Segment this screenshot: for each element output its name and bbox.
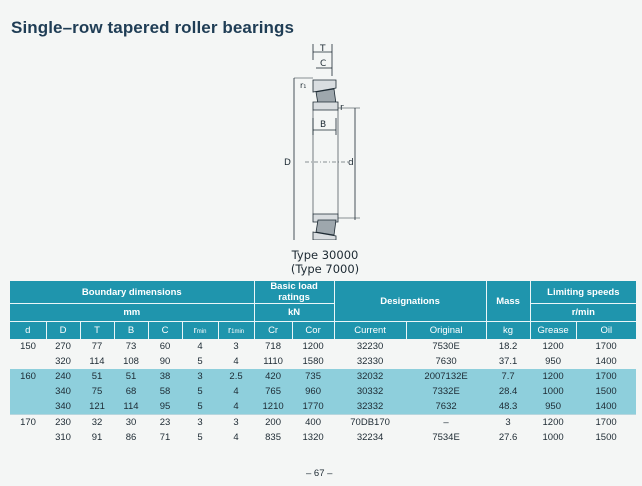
cell-b: 51 (114, 369, 148, 384)
cell-oil: 1400 (576, 399, 636, 415)
cell-oil: 1500 (576, 384, 636, 399)
cell-mass: 37.1 (486, 354, 530, 369)
cell-cr: 765 (254, 384, 292, 399)
cell-mass: 7.7 (486, 369, 530, 384)
cell-rmin: 5 (182, 399, 218, 415)
cell-current: 70DB170 (334, 415, 406, 431)
cell-d: 170 (10, 415, 46, 431)
cell-grease: 1000 (530, 384, 576, 399)
table-row (10, 399, 636, 415)
cell-original: 7630 (406, 354, 486, 369)
col-rmin (182, 322, 218, 340)
col-original: Original (406, 322, 486, 340)
cell-oil: 1400 (576, 354, 636, 369)
diagram-caption (285, 248, 365, 276)
cell-cor: 400 (292, 415, 334, 431)
cell-d: 340 (46, 399, 80, 415)
cell-current: 32230 (334, 339, 406, 354)
cell-r1min: 4 (218, 354, 254, 369)
cell-mass: 48.3 (486, 399, 530, 415)
table-body (10, 339, 636, 445)
table-row (10, 430, 636, 445)
cell-t: 32 (80, 415, 114, 431)
cell-current: 32032 (334, 369, 406, 384)
cell-c: 23 (148, 415, 182, 431)
col-r1min (218, 322, 254, 340)
cell-d: 270 (46, 339, 80, 354)
header-boundary: Boundary dimensions (10, 281, 254, 304)
cell-cor: 1200 (292, 339, 334, 354)
col-current: Current (334, 322, 406, 340)
cell-oil: 1500 (576, 430, 636, 445)
col-rmin-r: r (193, 325, 197, 336)
header-row-columns (10, 322, 636, 340)
cell-rmin: 3 (182, 369, 218, 384)
table-row (10, 354, 636, 369)
cell-d: 320 (46, 354, 80, 369)
cell-original: 7632 (406, 399, 486, 415)
cell-d (10, 430, 46, 445)
cell-rmin: 4 (182, 339, 218, 354)
cell-cor: 960 (292, 384, 334, 399)
bearing-cross-section-diagram (280, 40, 380, 240)
cell-d: 240 (46, 369, 80, 384)
cell-b: 86 (114, 430, 148, 445)
cell-original: 2007132E (406, 369, 486, 384)
cell-d: 310 (46, 430, 80, 445)
cell-grease: 950 (530, 354, 576, 369)
cell-b: 108 (114, 354, 148, 369)
header-mass: Mass (486, 281, 530, 322)
cell-c: 90 (148, 354, 182, 369)
col-rmin-sub: min (196, 329, 207, 335)
cell-rmin: 5 (182, 384, 218, 399)
label-r1: r₁ (300, 81, 307, 90)
cell-c: 60 (148, 339, 182, 354)
cell-mass: 28.4 (486, 384, 530, 399)
label-B: B (320, 120, 327, 130)
label-T: T (320, 44, 326, 54)
cell-cr: 200 (254, 415, 292, 431)
cell-current: 32330 (334, 354, 406, 369)
table-row (10, 339, 636, 354)
cell-r1min: 4 (218, 430, 254, 445)
cell-b: 68 (114, 384, 148, 399)
col-kg: kg (486, 322, 530, 340)
cell-b: 114 (114, 399, 148, 415)
cell-mass: 3 (486, 415, 530, 431)
label-D: D (284, 158, 291, 168)
cell-cr: 835 (254, 430, 292, 445)
table-row (10, 415, 636, 431)
cell-t: 75 (80, 384, 114, 399)
cell-r1min: 3 (218, 415, 254, 431)
cell-mass: 27.6 (486, 430, 530, 445)
label-d: d (348, 158, 354, 168)
cell-c: 95 (148, 399, 182, 415)
cell-original: 7534E (406, 430, 486, 445)
cell-current: 30332 (334, 384, 406, 399)
cell-d (10, 354, 46, 369)
cell-current: 32332 (334, 399, 406, 415)
header-row-unit (10, 304, 636, 322)
cell-cr: 1110 (254, 354, 292, 369)
col-T: T (80, 322, 114, 340)
cell-d: 340 (46, 384, 80, 399)
header-designations: Designations (334, 281, 486, 322)
col-grease: Grease (530, 322, 576, 340)
cell-d: 160 (10, 369, 46, 384)
page-title: Single–row tapered roller bearings (11, 18, 295, 37)
col-oil: Oil (576, 322, 636, 340)
cell-c: 38 (148, 369, 182, 384)
bearing-table (10, 281, 636, 445)
label-r: r (340, 103, 344, 113)
col-r1min-r: r (227, 325, 232, 336)
cell-r1min: 3 (218, 339, 254, 354)
cell-c: 58 (148, 384, 182, 399)
cell-d (10, 384, 46, 399)
table-row (10, 369, 636, 384)
cell-grease: 1200 (530, 415, 576, 431)
cell-d (10, 399, 46, 415)
cell-cor: 735 (292, 369, 334, 384)
cell-t: 114 (80, 354, 114, 369)
cell-oil: 1700 (576, 369, 636, 384)
cell-c: 71 (148, 430, 182, 445)
col-D: D (46, 322, 80, 340)
header-limiting-unit: r/min (530, 304, 636, 322)
label-C: C (320, 59, 327, 69)
cell-cr: 718 (254, 339, 292, 354)
cell-cor: 1320 (292, 430, 334, 445)
header-boundary-unit: mm (10, 304, 254, 322)
cell-cr: 1210 (254, 399, 292, 415)
cell-oil: 1700 (576, 415, 636, 431)
cell-d: 150 (10, 339, 46, 354)
cell-cor: 1770 (292, 399, 334, 415)
cell-b: 73 (114, 339, 148, 354)
header-row-group (10, 281, 636, 304)
cell-t: 121 (80, 399, 114, 415)
cell-t: 51 (80, 369, 114, 384)
cell-grease: 1200 (530, 369, 576, 384)
cell-r1min: 4 (218, 384, 254, 399)
col-Cor: Cor (292, 322, 334, 340)
cell-oil: 1700 (576, 339, 636, 354)
col-Cr: Cr (254, 322, 292, 340)
cell-rmin: 3 (182, 415, 218, 431)
cell-current: 32234 (334, 430, 406, 445)
col-d: d (10, 322, 46, 340)
cell-rmin: 5 (182, 354, 218, 369)
cell-original: 7332E (406, 384, 486, 399)
cell-r1min: 2.5 (218, 369, 254, 384)
header-load-unit: kN (254, 304, 334, 322)
cell-r1min: 4 (218, 399, 254, 415)
cell-d: 230 (46, 415, 80, 431)
cell-grease: 950 (530, 399, 576, 415)
cell-rmin: 5 (182, 430, 218, 445)
cell-grease: 1000 (530, 430, 576, 445)
cell-grease: 1200 (530, 339, 576, 354)
cell-original: 7530E (406, 339, 486, 354)
caption-type: Type 30000 (291, 248, 359, 262)
cell-t: 77 (80, 339, 114, 354)
cell-original: – (406, 415, 486, 431)
cell-mass: 18.2 (486, 339, 530, 354)
table-row (10, 384, 636, 399)
col-C: C (148, 322, 182, 340)
cell-b: 30 (114, 415, 148, 431)
col-r1min-sub: 1min (231, 329, 245, 335)
header-load: Basic load ratings (254, 281, 334, 304)
cell-cr: 420 (254, 369, 292, 384)
cell-t: 91 (80, 430, 114, 445)
caption-type-old: (Type 7000) (290, 262, 360, 276)
header-limiting: Limiting speeds (530, 281, 636, 304)
page-number: – 67 – (306, 468, 333, 479)
cell-cor: 1580 (292, 354, 334, 369)
col-B: B (114, 322, 148, 340)
